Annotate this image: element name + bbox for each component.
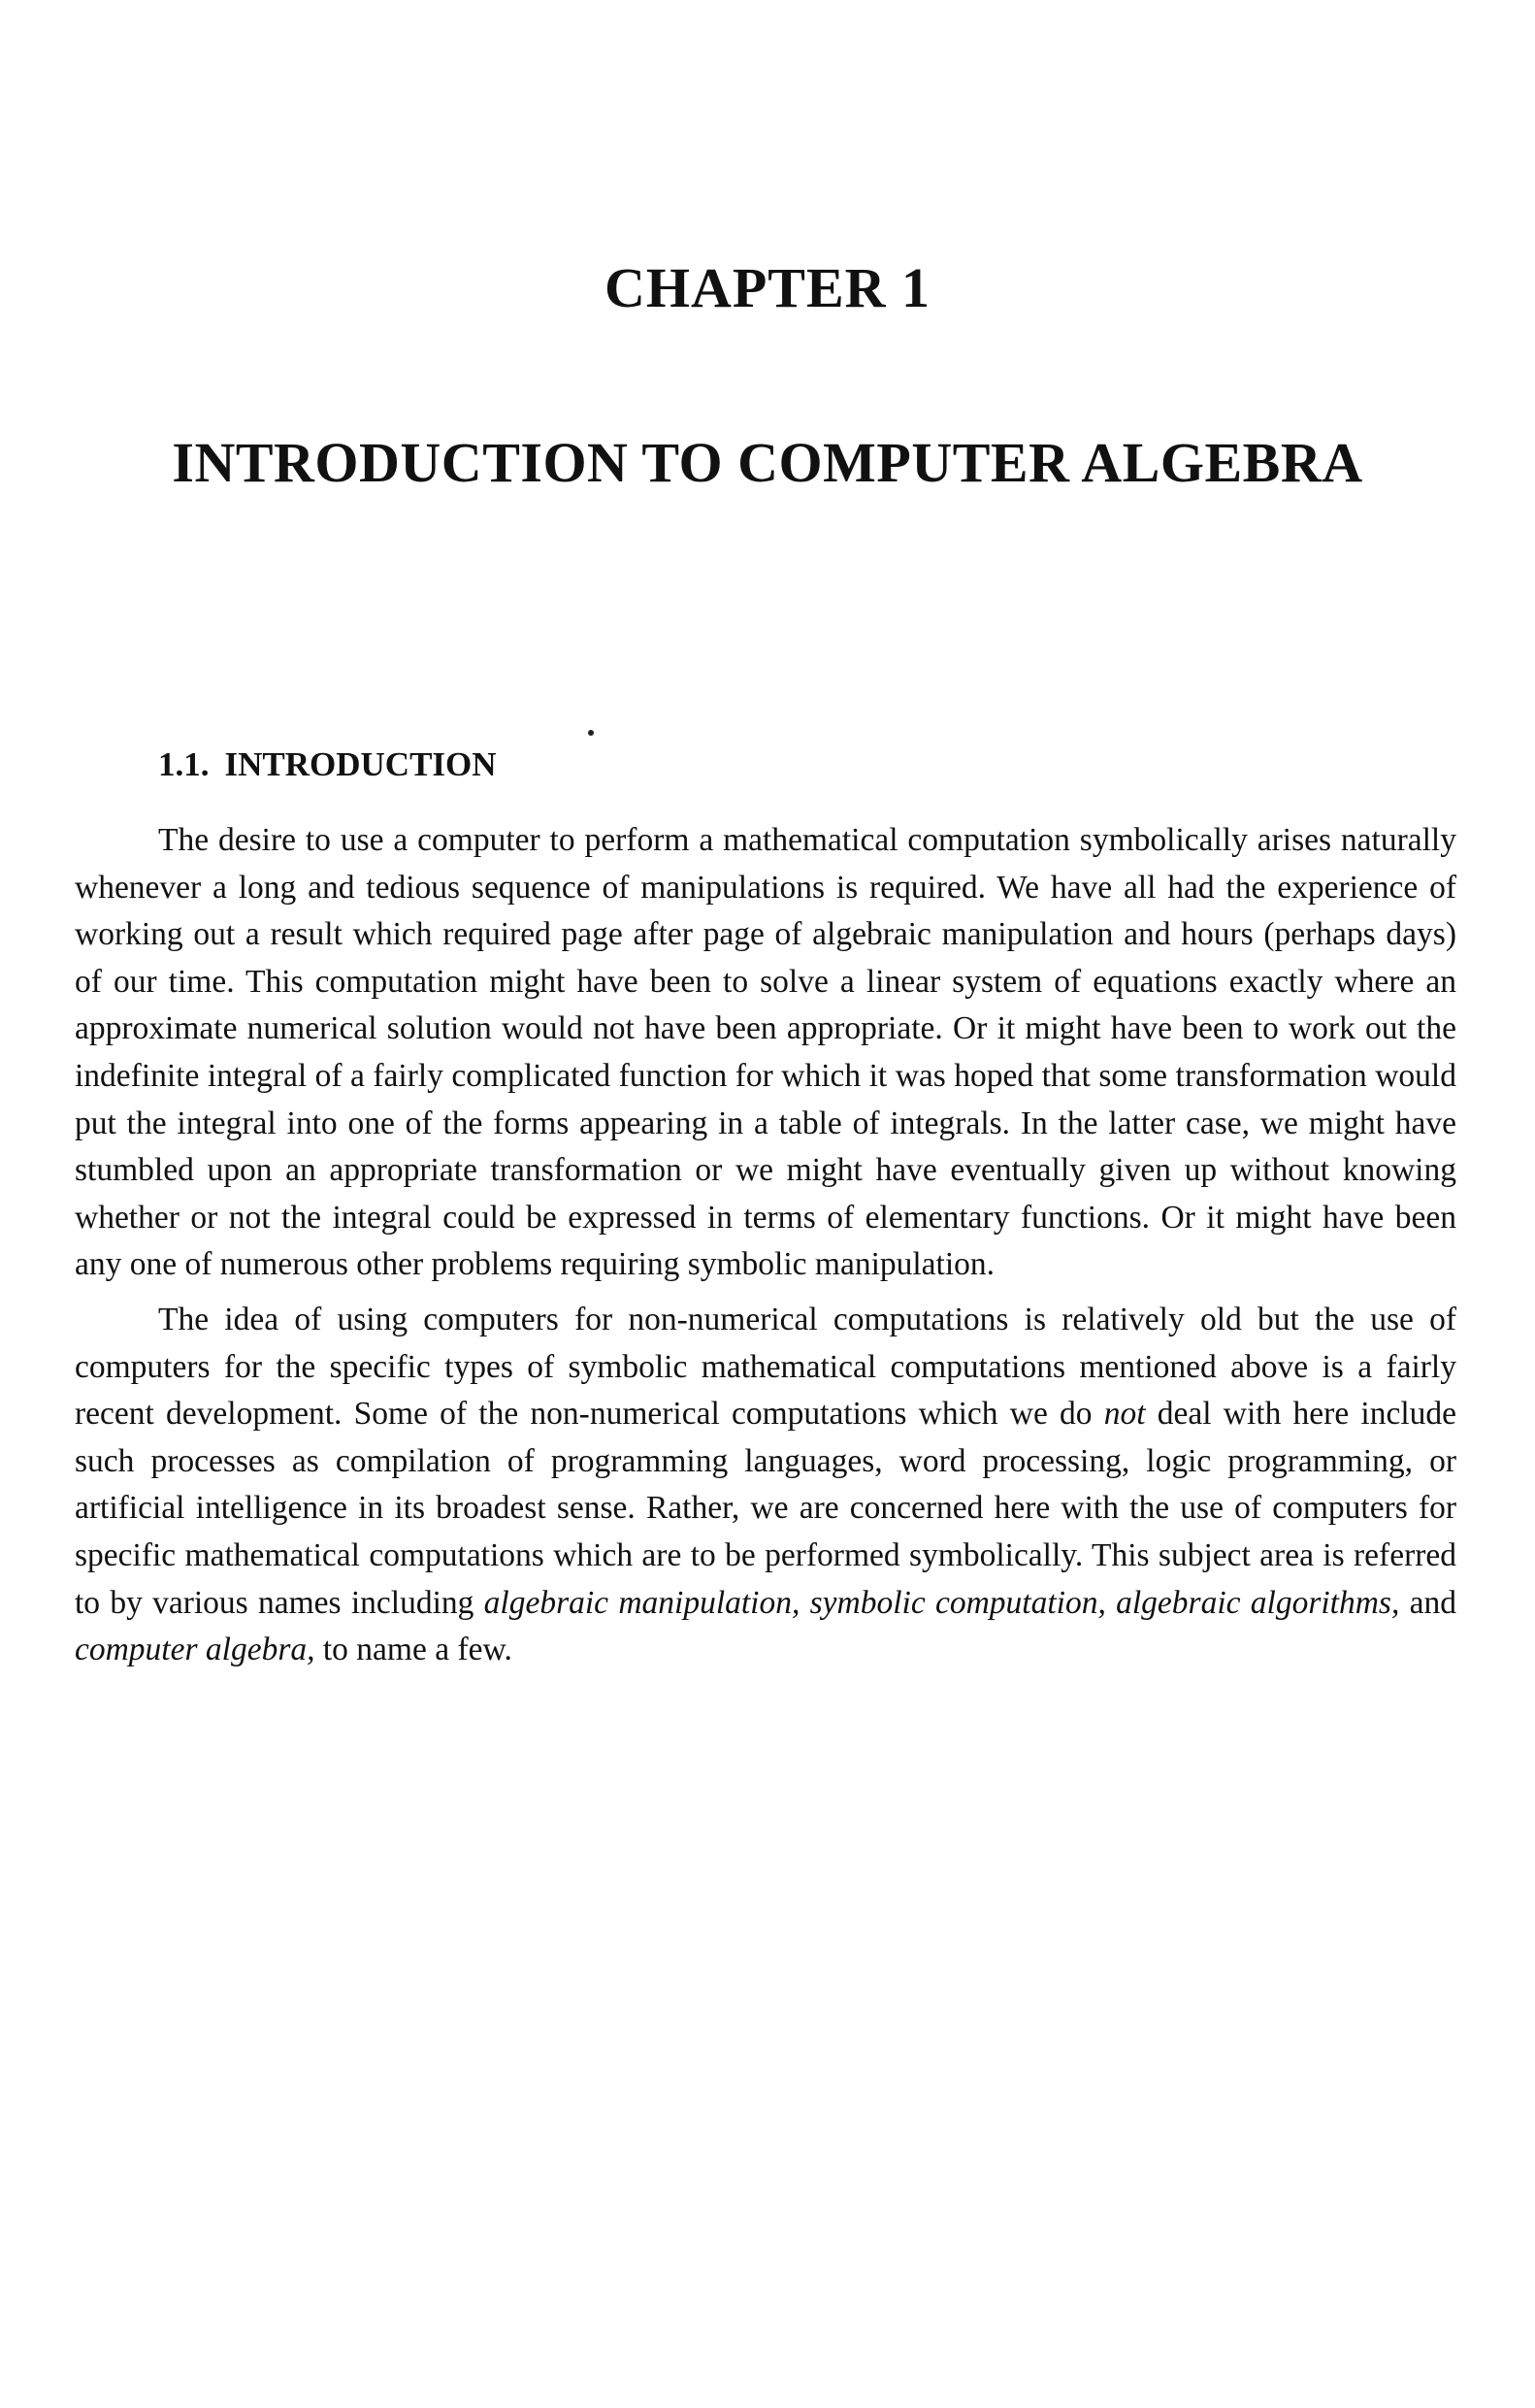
body-text (75, 817, 1456, 1682)
paragraph-2-part-d: to name a few. (314, 1632, 512, 1668)
paragraph-1: The desire to use a computer to perform a mathematical computation symbolically arises naturally whenever a long and tedious sequence of manipulations is required. We have all had the experience of working out a result which required page after page of algebraic manipulation and hours (perhaps days) of our time. This computation might have been to solve a linear system of equations exactly where an approximate numerical solution would not have been appropriate. Or it might have been to work out the indefinite integral of a fairly complicated function for which it was hoped that some transformation would put the integral into one of the forms appearing in a table of integrals. In the latter case, we might have stumbled upon an appropriate transformation or we might have eventually given up without knowing whether or not the integral could be expressed in terms of elementary functions. Or it might have been any one of numerous other problems requiring symbolic manipulation. (75, 822, 1456, 1283)
paragraph-2-part-c: and (1399, 1584, 1456, 1621)
chapter-label: CHAPTER 1 (604, 256, 931, 319)
paragraph-2-part-b: deal with here include such processes as compilation of programming languages, word processing, logic programming, or artificial intelligence in its broadest sense. Rather, we are concerned here with the use of computers for specific mathematical computations which are to be performed symbolically. This subject area is referred to by various names including (75, 1396, 1457, 1621)
paragraph-2-part-a: The idea of using computers for non-numerical computations is relatively old but the use of computers for the specific types of symbolic mathematical computations mentioned above is a fairly recent development. Some of the non-numerical computations which we do (75, 1301, 1456, 1433)
section-number: 1.1. (158, 745, 210, 783)
chapter-title: INTRODUCTION TO COMPUTER ALGEBRA (172, 431, 1363, 494)
scan-speck (588, 730, 594, 736)
section-title: INTRODUCTION (224, 745, 497, 783)
paragraph-2 (75, 1297, 1456, 1674)
emphasis-not: not (1103, 1396, 1146, 1433)
emphasis-computer-algebra: computer algebra, (75, 1632, 315, 1668)
emphasis-term-names: algebraic manipulation, symbolic computation, algebraic algorithms, (483, 1584, 1400, 1621)
section-heading (158, 747, 497, 781)
